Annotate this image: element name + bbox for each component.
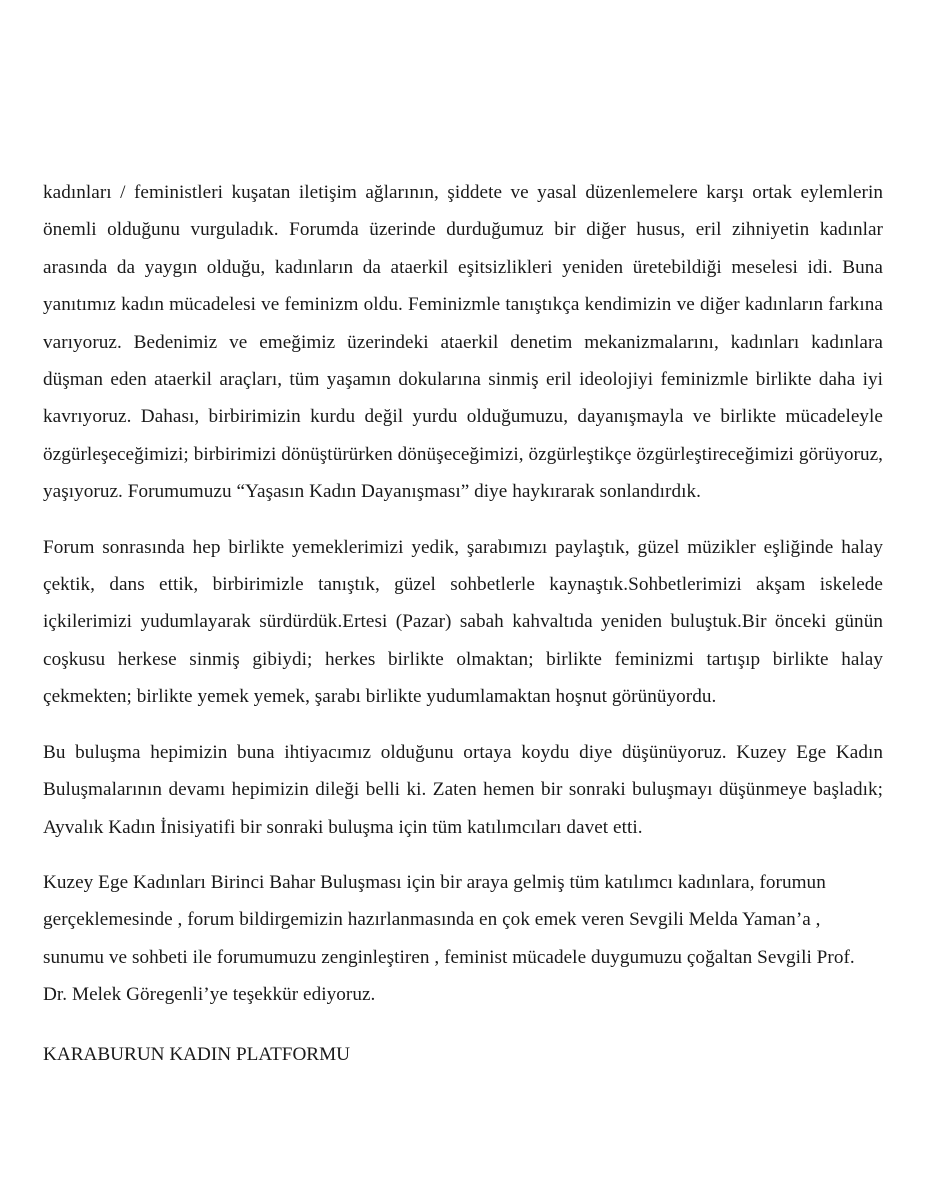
paragraph-thanks: Kuzey Ege Kadınları Birinci Bahar Buluşması için bir araya gelmiş tüm katılımcı kadınlara, forumun gerçeklemesinde , forum bildirgemizin hazırlanmasında en çok emek veren Sevgili Melda Yaman’a , sunumu ve sohbeti ile forumumuzu zenginleştiren , feminist mücadele duygumuzu çoğaltan Sevgili Prof. Dr. Melek Göregenli’ye teşekkür ediyoruz. [43,871,855,1006]
paragraph-meeting-need: Bu buluşma hepimizin buna ihtiyacımız olduğunu ortaya koydu diye düşünüyoruz. Kuzey Ege Kadın Buluşmalarının devamı hepimizin dileği belli ki. Zaten hemen bir sonraki buluşmayı düşünmeye başladık; Ayvalık Kadın İnisiyatifi bir sonraki buluşma için tüm katılımcıları davet etti. [43,741,883,838]
document-body [43,174,883,1073]
paragraph-forum-summary: kadınları / feministleri kuşatan iletişim ağlarının, şiddete ve yasal düzenlemelere karşı ortak eylemlerin önemli olduğunu vurguladık. Forumda üzerinde durduğumuz bir diğer husus, eril zihniyetin kadınlar arasında da yaygın olduğu, kadınların da ataerkil eşitsizlikleri yeniden üretebildiği meselesi idi. Buna yanıtımız kadın mücadelesi ve feminizm oldu. Feminizmle tanıştıkça kendimizin ve diğer kadınların farkına varıyoruz. Bedenimiz ve emeğimiz üzerindeki ataerkil denetim mekanizmalarını, kadınları kadınlara düşman eden ataerkil araçları, tüm yaşamın dokularına sinmiş eril ideolojiyi feminizmle birlikte daha iyi kavrıyoruz. Dahası, birbirimizin kurdu değil yurdu olduğumuzu, dayanışmayla ve birlikte mücadeleyle özgürleşeceğimizi; birbirimizi dönüştürürken dönüşeceğimizi, özgürleştikçe özgürleştireceğimizi görüyoruz, yaşıyoruz. Forumumuzu “Yaşasın Kadın Dayanışması” diye haykırarak sonlandırdık. [43,182,883,503]
paragraph-after-forum: Forum sonrasında hep birlikte yemeklerimizi yedik, şarabımızı paylaştık, güzel müzikler eşliğinde halay çektik, dans ettik, birbirimizle tanıştık, güzel sohbetlerle kaynaştık.Sohbetlerimizi akşam iskelede içkilerimizi yudumlayarak sürdürdük.Ertesi (Pazar) sabah kahvaltıda yeniden buluştuk.Bir önceki günün coşkusu herkese sinmiş gibiydi; herkes birlikte olmaktan; birlikte feminizmi tartışıp birlikte halay çekmekten; birlikte yemek yemek, şarabı birlikte yudumlamaktan hoşnut görünüyordu. [43,536,883,708]
signature-platform: KARABURUN KADIN PLATFORMU [43,1043,351,1065]
